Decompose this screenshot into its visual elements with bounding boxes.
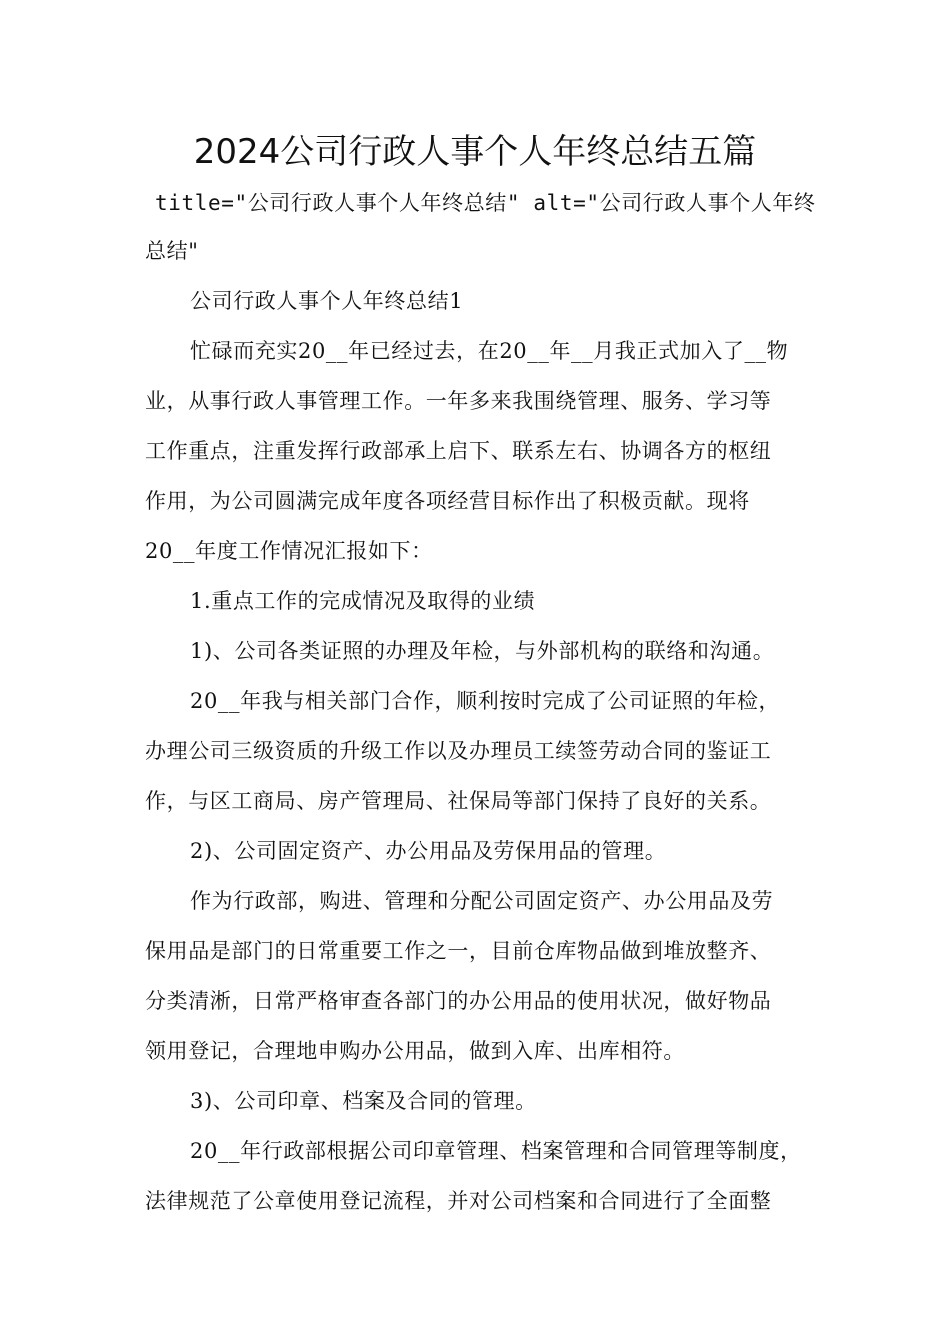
paragraph-line: 作为行政部，购进、管理和分配公司固定资产、办公用品及劳 xyxy=(190,889,774,913)
paragraph-line: 办理公司三级资质的升级工作以及办理员工续签劳动合同的鉴证工 xyxy=(145,739,772,763)
paragraph-line: 法律规范了公章使用登记流程，并对公司档案和合同进行了全面整 xyxy=(145,1189,772,1213)
paragraph-line: title="公司行政人事个人年终总结" alt="公司行政人事个人年终 xyxy=(155,191,816,215)
paragraph-line: 总结" xyxy=(145,239,199,263)
paragraph-line: 业，从事行政人事管理工作。一年多来我围绕管理、服务、学习等 xyxy=(145,389,772,413)
paragraph-line: 20__年度工作情况汇报如下： xyxy=(145,539,433,563)
paragraph-line: 保用品是部门的日常重要工作之一，目前仓库物品做到堆放整齐、 xyxy=(145,939,772,963)
section-heading: 公司行政人事个人年终总结1 xyxy=(190,289,464,313)
subheading: 1.重点工作的完成情况及取得的业绩 xyxy=(190,589,536,613)
paragraph-line: 作，与区工商局、房产管理局、社保局等部门保持了良好的关系。 xyxy=(145,789,772,813)
paragraph-line: 领用登记，合理地申购办公用品，做到入库、出库相符。 xyxy=(145,1039,685,1063)
paragraph-line: 20__年我与相关部门合作，顺利按时完成了公司证照的年检， xyxy=(190,689,781,713)
document-title: 2024公司行政人事个人年终总结五篇 xyxy=(193,132,757,172)
paragraph-line: 工作重点，注重发挥行政部承上启下、联系左右、协调各方的枢纽 xyxy=(145,439,772,463)
paragraph-line: 忙碌而充实20__年已经过去，在20__年__月我正式加入了__物 xyxy=(190,339,789,363)
subheading: 3)、公司印章、档案及合同的管理。 xyxy=(190,1089,537,1113)
paragraph-line: 20__年行政部根据公司印章管理、档案管理和合同管理等制度， xyxy=(190,1139,802,1163)
paragraph-line: 作用，为公司圆满完成年度各项经营目标作出了积极贡献。现将 xyxy=(145,489,750,513)
subheading: 2)、公司固定资产、办公用品及劳保用品的管理。 xyxy=(190,839,667,863)
paragraph-line: 分类清淅，日常严格审查各部门的办公用品的使用状况，做好物品 xyxy=(145,989,772,1013)
subheading: 1)、公司各类证照的办理及年检，与外部机构的联络和沟通。 xyxy=(190,639,775,663)
